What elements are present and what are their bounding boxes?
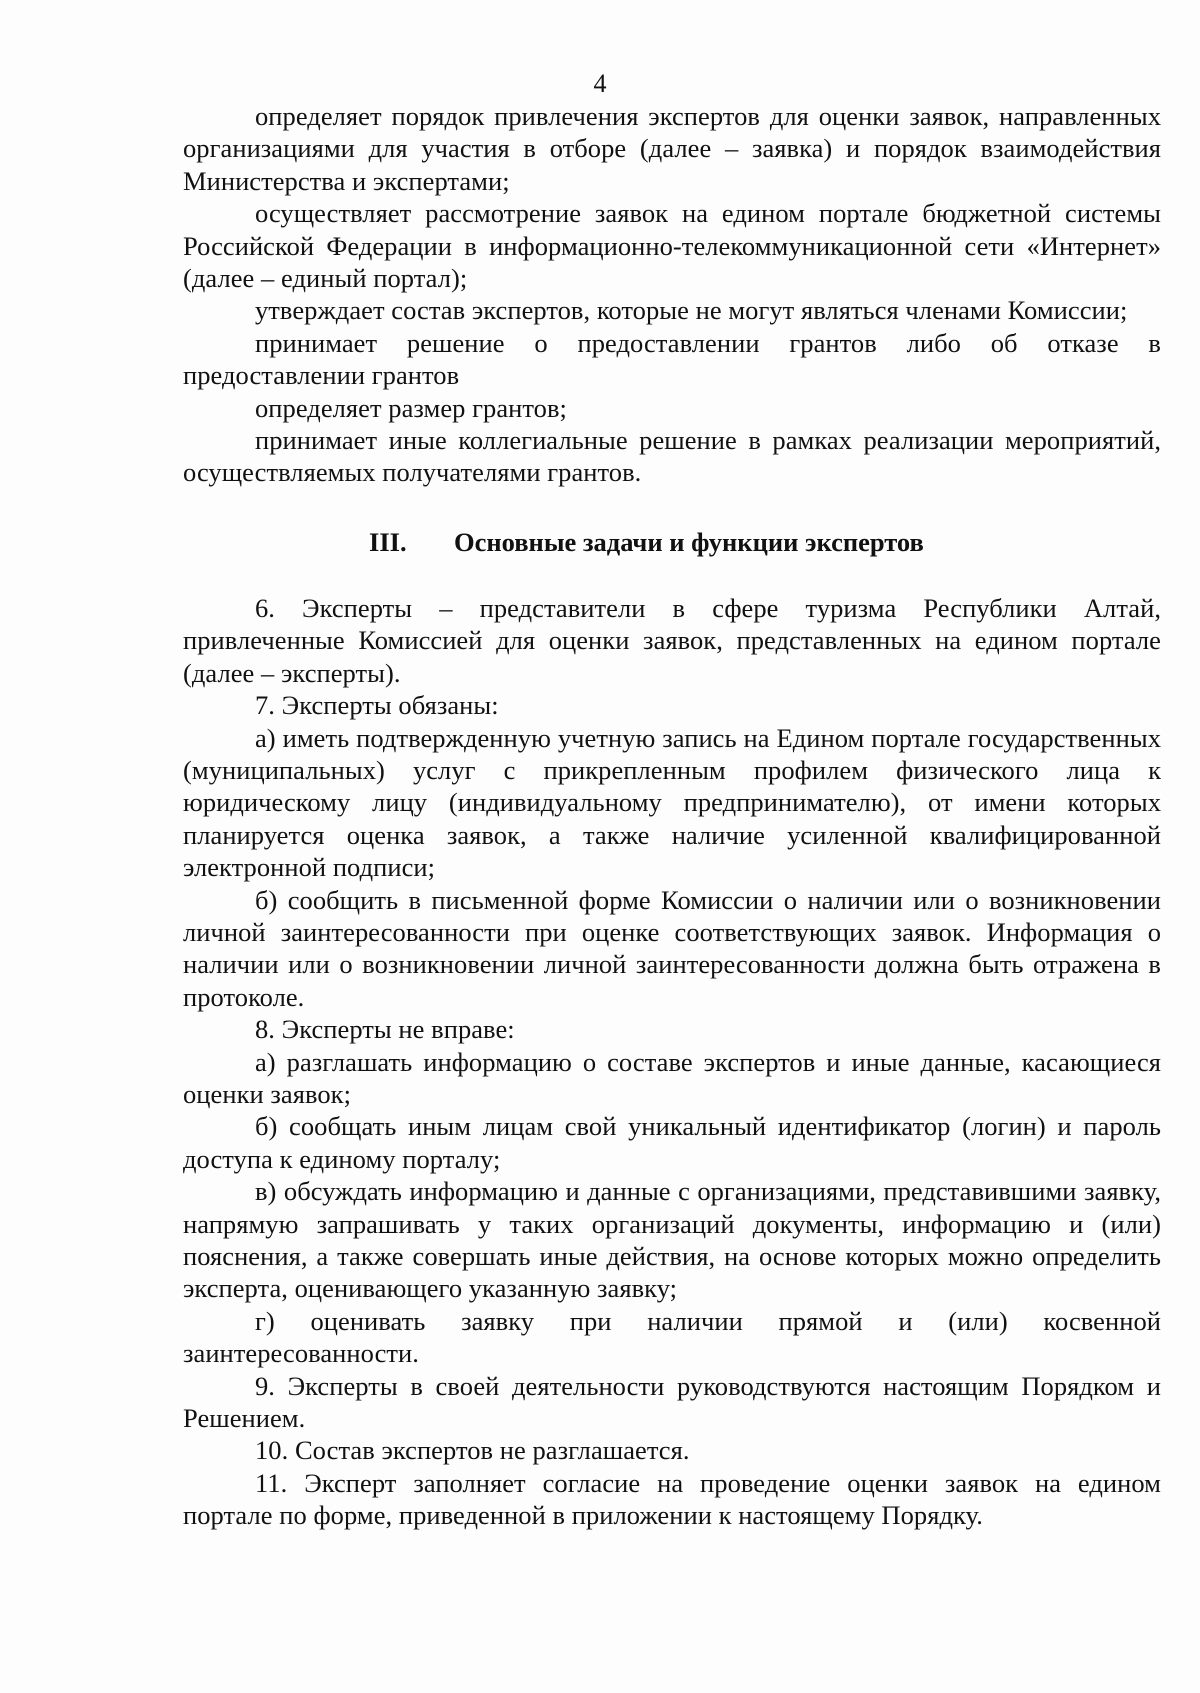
paragraph-item-7b: б) сообщить в письменной форме Комиссии о наличии или о возникновении личной заинтересованности при оценке соответствующих заявок. Информация о наличии или о возникновении личной заинтересованности должна быть отражена в протоколе.	[183, 884, 1161, 1012]
paragraph-item-11: 11. Эксперт заполняет согласие на проведение оценки заявок на едином портале по форме, приведенной в приложении к настоящему Порядку.	[183, 1467, 1161, 1531]
paragraph-item-8a: а) разглашать информацию о составе экспертов и иные данные, касающиеся оценки заявок;	[183, 1046, 1161, 1109]
paragraph-item-8v: в) обсуждать информацию и данные с организациями, представившими заявку, напрямую запрашивать у таких организаций документы, информацию и (или) пояснения, а также совершать иные действия, на основе которых можно определить эксперта, оценивающего указанную заявку;	[183, 1176, 1161, 1304]
document-body	[183, 100, 1161, 1532]
paragraph-commission-duty-2: осуществляет рассмотрение заявок на едином портале бюджетной системы Российской Федерации в информационно-телекоммуникационной сети «Интернет» (далее – единый портал);	[183, 198, 1161, 294]
paragraph-item-9: 9. Эксперты в своей деятельности руководствуются настоящим Порядком и Решением.	[183, 1370, 1161, 1434]
section-title: Основные задачи и функции экспертов	[454, 526, 924, 557]
paragraph-commission-duty-3: утверждает состав экспертов, которые не могут являться членами Комиссии;	[255, 295, 1128, 326]
paragraph-item-7: 7. Эксперты обязаны:	[255, 690, 499, 721]
paragraph-commission-duty-1: определяет порядок привлечения экспертов для оценки заявок, направленных организациями для участия в отборе (далее – заявка) и порядок взаимодействия Министерства и экспертами;	[183, 101, 1161, 196]
paragraph-item-6: 6. Эксперты – представители в сфере туризма Республики Алтай, привлеченные Комиссией для оценки заявок, представленных на едином портале (далее – эксперты).	[183, 592, 1161, 688]
section-heading	[183, 526, 1161, 558]
paragraph-item-7a: а) иметь подтвержденную учетную запись на Едином портале государственных (муниципальных) услуг с прикрепленным профилем физического лица к юридическому лицу (индивидуальному предпринимателю), от имени которых планируется оценка заявок, а также наличие усиленной квалифицированной электронной подписи;	[183, 722, 1161, 883]
paragraph-item-8b: б) сообщать иным лицам свой уникальный идентификатор (логин) и пароль доступа к единому порталу;	[183, 1111, 1161, 1174]
paragraph-commission-duty-6: принимает иные коллегиальные решение в рамках реализации мероприятий, осуществляемых получателями грантов.	[183, 425, 1161, 488]
paragraph-commission-duty-5: определяет размер грантов;	[255, 392, 567, 423]
paragraph-item-10: 10. Состав экспертов не разглашается.	[255, 1435, 690, 1466]
paragraph-commission-duty-4: принимает решение о предоставлении грантов либо об отказе в предоставлении грантов	[183, 327, 1161, 391]
paragraph-item-8: 8. Эксперты не вправе:	[255, 1014, 515, 1045]
paragraph-item-8g: г) оценивать заявку при наличии прямой и (или) косвенной заинтересованности.	[183, 1305, 1161, 1369]
page-number: 4	[593, 69, 607, 98]
section-number: III.	[369, 526, 407, 557]
